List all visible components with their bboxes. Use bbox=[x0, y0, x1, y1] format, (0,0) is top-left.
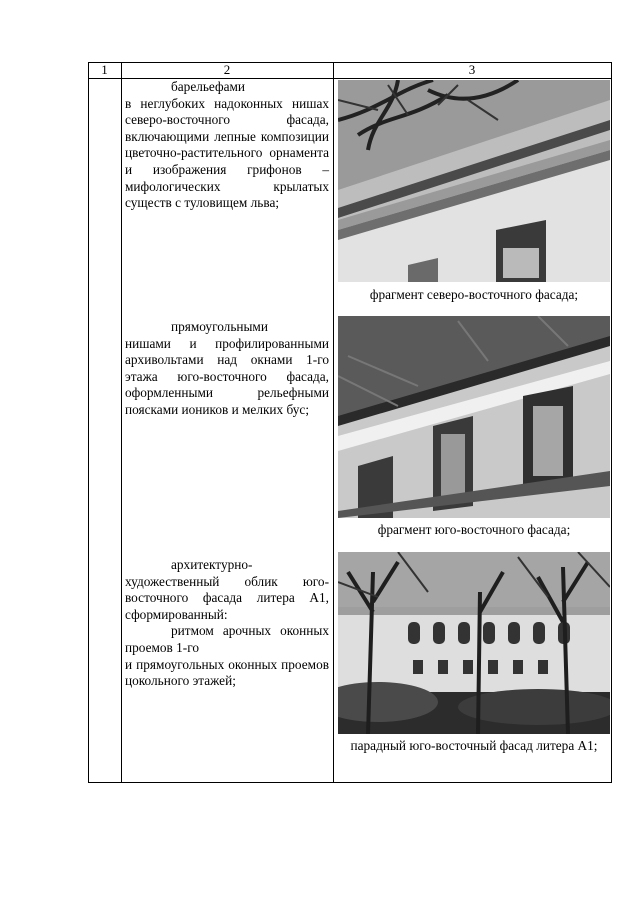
photo-southeast-facade-fragment bbox=[338, 316, 610, 518]
caption-photo-3: парадный юго-восточный фасад литера А1; bbox=[350, 738, 598, 753]
row-1-description bbox=[125, 79, 329, 212]
photo-main-southeast-facade bbox=[338, 552, 610, 734]
row-1-line-1: барельефами bbox=[171, 79, 246, 94]
header-col-2: 2 bbox=[223, 62, 231, 77]
row-3-line-2: ритмом арочных оконных проемов 1-го bbox=[125, 623, 329, 655]
row-3-line-1: архитектурно-художественный облик юго-восточного фасада литера А1, сформированный: bbox=[125, 557, 329, 622]
row-3-line-3: и прямоугольных оконных проемов цокольного этажей; bbox=[125, 656, 329, 689]
photo-northeast-facade-fragment bbox=[338, 80, 610, 282]
column-divider-1 bbox=[121, 62, 122, 783]
row-2-line-2: нишами и профилированными архивольтами над окнами 1-го этажа юго-восточного фасада, оформленными рельефными поясками иоников и мелких бус; bbox=[125, 335, 329, 417]
table-right-border bbox=[611, 62, 612, 783]
header-col-1: 1 bbox=[101, 62, 108, 77]
row-3-description bbox=[125, 557, 329, 690]
row-2-line-1: прямоугольными bbox=[171, 319, 268, 334]
table-left-border bbox=[88, 62, 89, 783]
caption-photo-2: фрагмент юго-восточного фасада; bbox=[377, 522, 571, 537]
row-1-line-2: в неглубоких надоконных нишах северо-восточного фасада, включающими лепные композиции цветочно-растительного орнамента и изображения грифонов – мифологических крылатых существ с туловищем льва; bbox=[125, 95, 329, 211]
table-bottom-border bbox=[88, 782, 612, 783]
caption-photo-1: фрагмент северо-восточного фасада; bbox=[369, 287, 579, 302]
header-col-3: 3 bbox=[468, 62, 476, 77]
row-2-description bbox=[125, 319, 329, 419]
column-divider-2 bbox=[333, 62, 334, 783]
